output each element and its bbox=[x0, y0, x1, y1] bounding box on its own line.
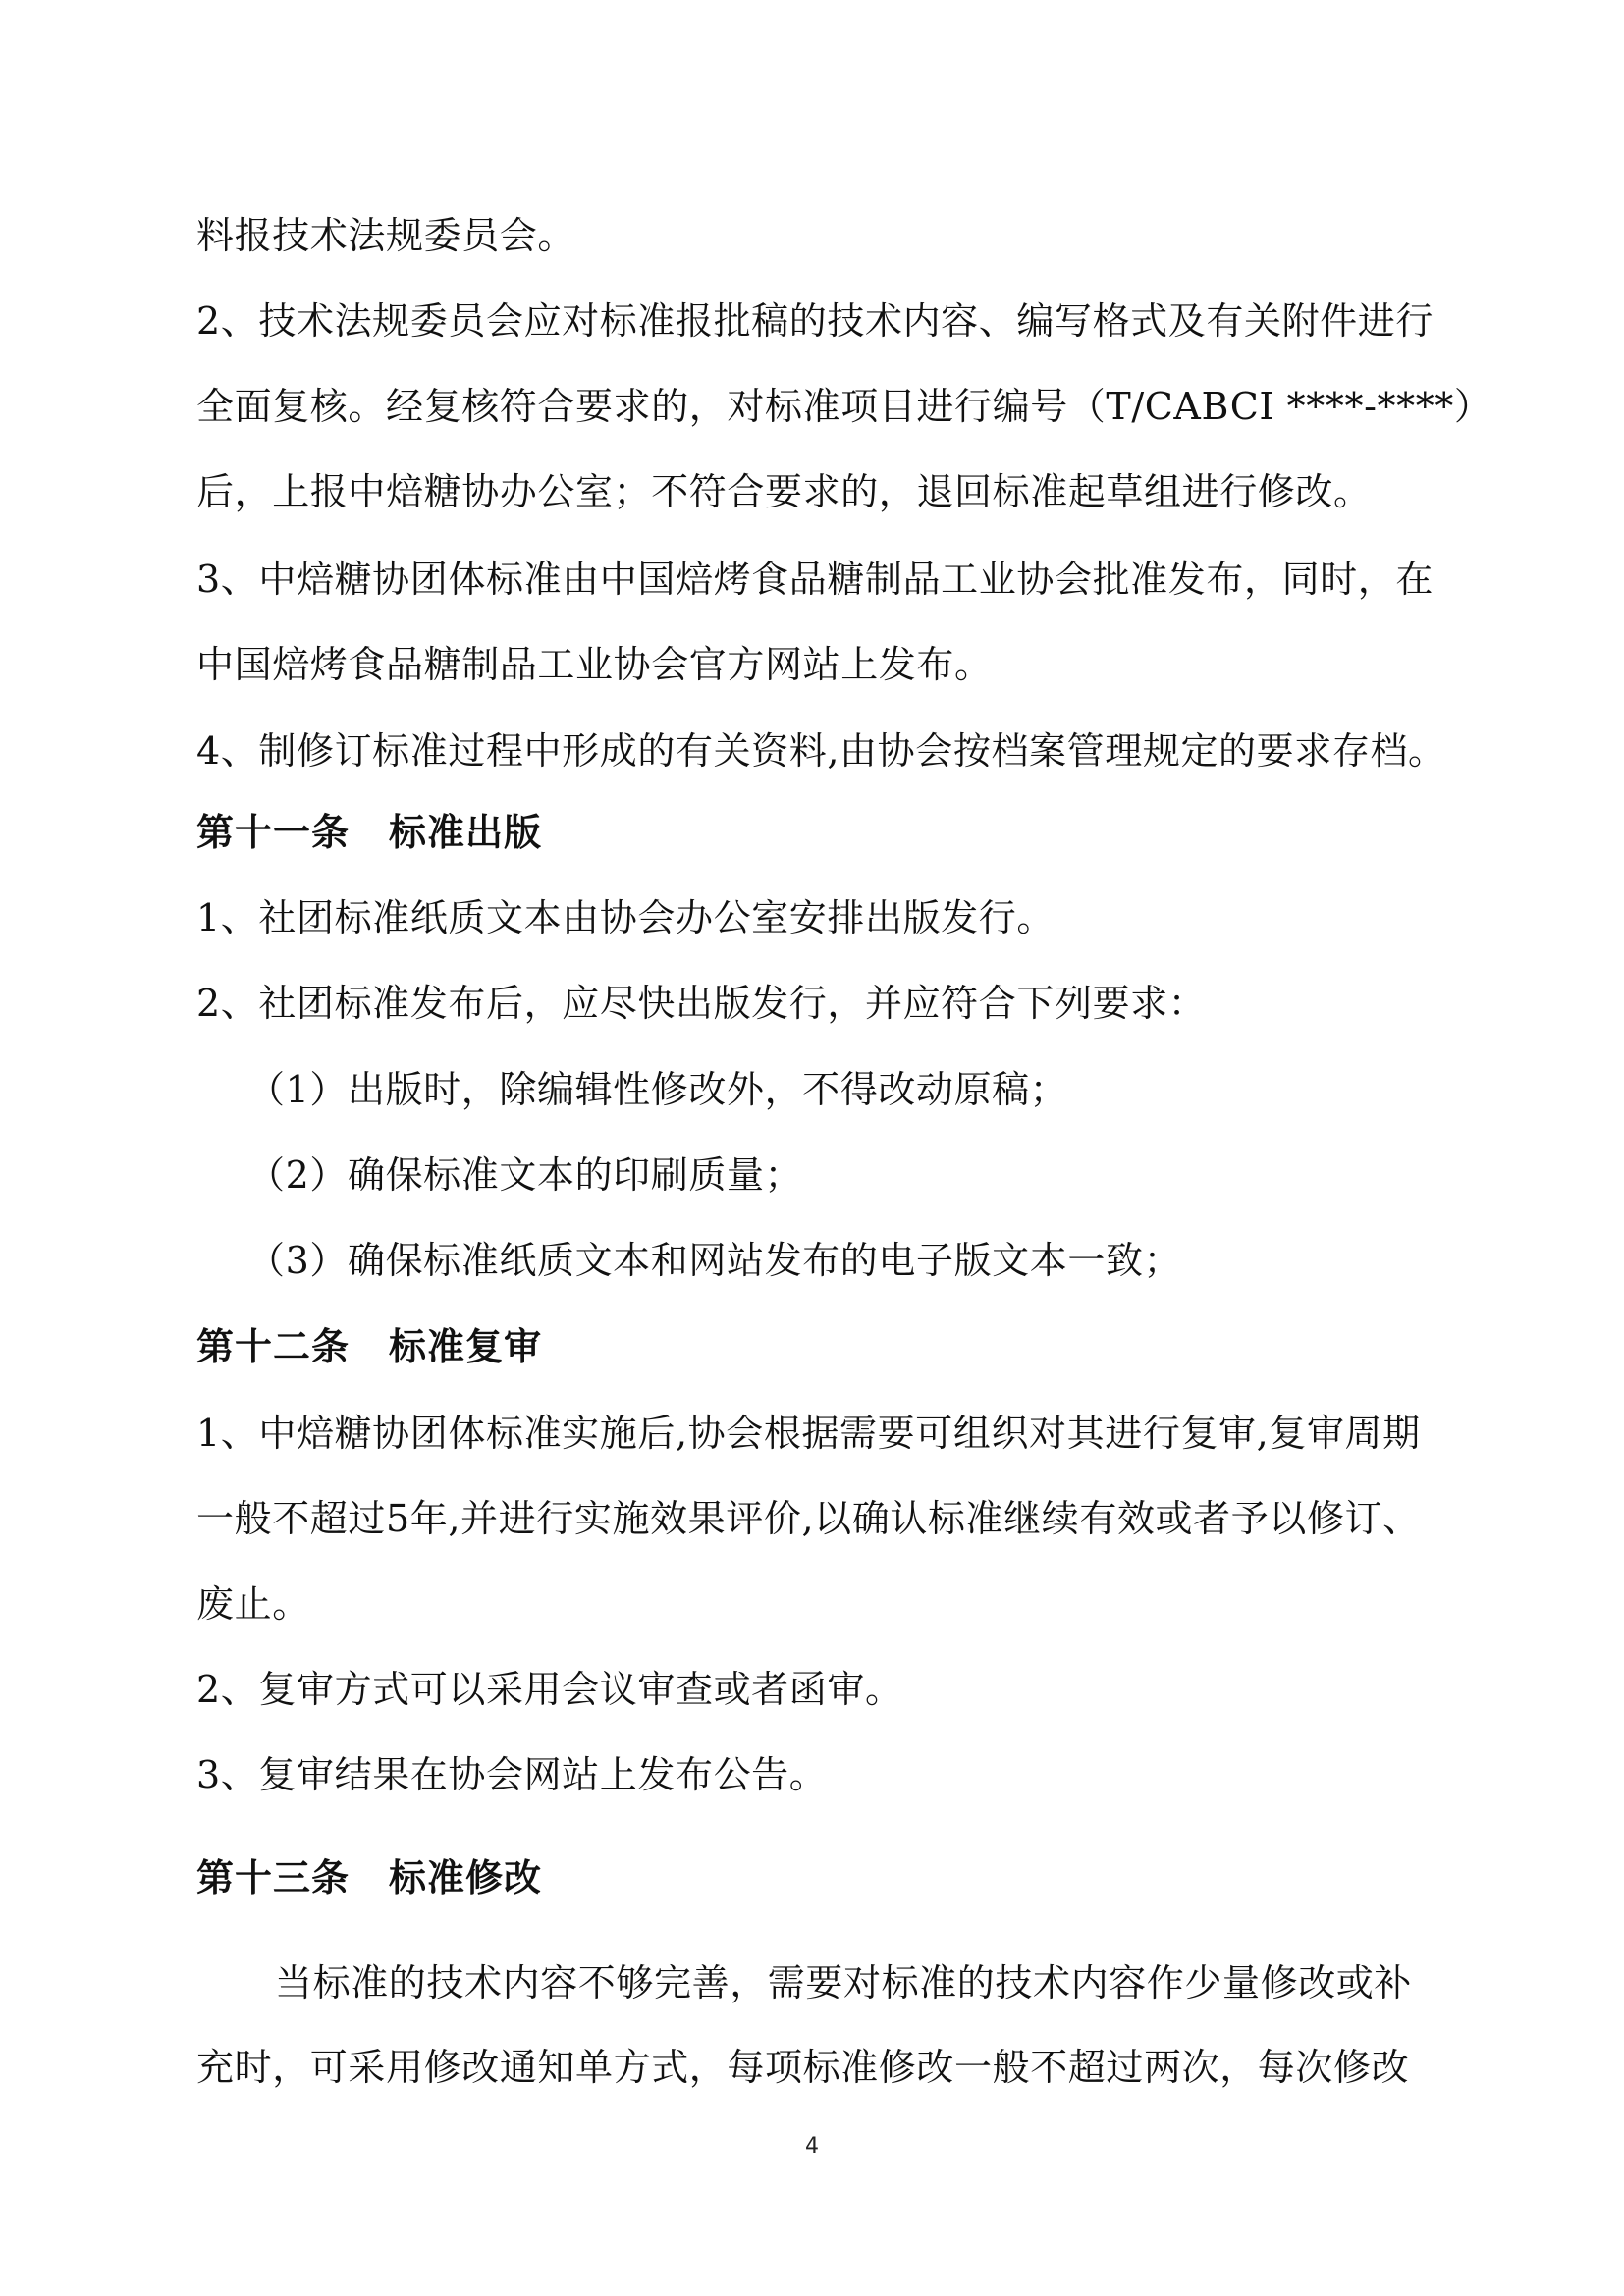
body-text-line: 一般不超过5年,并进行实施效果评价,以确认标准继续有效或者予以修订、 bbox=[196, 1497, 1421, 1540]
article-13-heading bbox=[196, 1850, 1435, 1905]
body-text-line: 1、社团标准纸质文本由协会办公室安排出版发行。 bbox=[196, 896, 1055, 939]
body-text-line: 2、技术法规委员会应对标准报批稿的技术内容、编写格式及有关附件进行 bbox=[196, 299, 1434, 343]
sub-item-line: （3）确保标准纸质文本和网站发布的电子版文本一致； bbox=[247, 1239, 1182, 1282]
article-11-heading bbox=[196, 805, 1435, 860]
article-12-heading bbox=[196, 1319, 1435, 1374]
sub-item-line: （1）出版时，除编辑性修改外，不得改动原稿； bbox=[247, 1068, 1068, 1111]
body-text-line: 1、中焙糖协团体标准实施后,协会根据需要可组织对其进行复审,复审周期 bbox=[196, 1412, 1421, 1455]
article-number: 第十一条 bbox=[196, 811, 351, 854]
body-text-line: 2、社团标准发布后，应尽快出版发行，并应符合下列要求： bbox=[196, 982, 1207, 1025]
body-text-line: 4、制修订标准过程中形成的有关资料,由协会按档案管理规定的要求存档。 bbox=[196, 729, 1446, 773]
body-text-line: 充时，可采用修改通知单方式，每项标准修改一般不超过两次，每次修改 bbox=[196, 2046, 1410, 2089]
body-text-line: 中国焙烤食品糖制品工业协会官方网站上发布。 bbox=[196, 643, 993, 686]
article-number: 第十三条 bbox=[196, 1856, 351, 1899]
body-text-line: 3、中焙糖协团体标准由中国焙烤食品糖制品工业协会批准发布，同时，在 bbox=[196, 558, 1434, 601]
body-text-line: 全面复核。经复核符合要求的，对标准项目进行编号（T/CABCI ****-****） bbox=[196, 385, 1492, 428]
body-text-line: 后，上报中焙糖协办公室；不符合要求的，退回标准起草组进行修改。 bbox=[196, 470, 1372, 513]
article-title: 标准出版 bbox=[389, 811, 543, 854]
body-text-line: 料报技术法规委员会。 bbox=[196, 214, 576, 257]
body-text-line: 2、复审方式可以采用会议审查或者函审。 bbox=[196, 1668, 903, 1711]
article-title: 标准复审 bbox=[389, 1325, 543, 1368]
page-number: 4 bbox=[805, 2134, 819, 2159]
body-text-line: 3、复审结果在协会网站上发布公告。 bbox=[196, 1753, 828, 1796]
body-text-line: 当标准的技术内容不够完善，需要对标准的技术内容作少量修改或补 bbox=[275, 1961, 1413, 2004]
article-title: 标准修改 bbox=[389, 1856, 543, 1899]
sub-item-line: （2）确保标准文本的印刷质量； bbox=[247, 1153, 803, 1197]
body-text-line: 废止。 bbox=[196, 1582, 310, 1626]
article-number: 第十二条 bbox=[196, 1325, 351, 1368]
